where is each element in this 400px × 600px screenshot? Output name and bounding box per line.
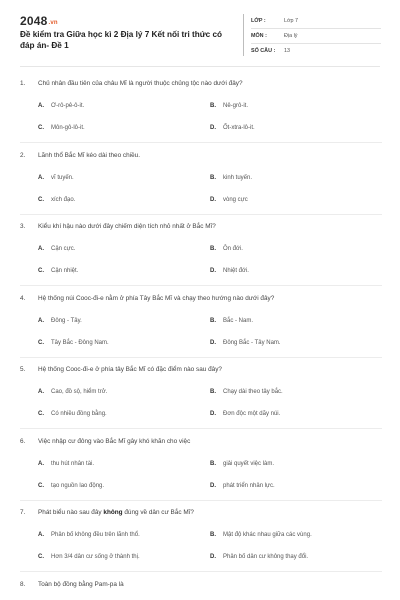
meta-subject-value: Địa lý: [284, 33, 298, 39]
option-grid: [38, 460, 382, 491]
option-letter: A.: [38, 532, 44, 538]
option-letter: D.: [210, 268, 216, 274]
question-divider: [20, 357, 382, 358]
option-text: vòng cực: [223, 196, 248, 203]
option-grid: [38, 102, 382, 133]
option-letter: B.: [210, 317, 216, 324]
option-d[interactable]: [210, 124, 382, 133]
option-letter: D.: [210, 339, 216, 346]
logo-text: 2048: [20, 14, 48, 28]
option-text: Phân bố dân cư không thay đổi.: [223, 554, 309, 560]
question-4: [20, 294, 382, 366]
option-text: thu hút nhân tài.: [51, 460, 95, 467]
option-letter: D.: [210, 554, 216, 560]
option-letter: C.: [38, 411, 44, 417]
option-letter: D.: [210, 125, 216, 131]
option-text: Đơn độc một dãy núi.: [223, 411, 281, 417]
meta-class-value: Lớp 7: [284, 18, 299, 24]
option-letter: D.: [210, 196, 216, 203]
header-rule: [20, 66, 380, 67]
option-letter: B.: [210, 460, 216, 467]
option-text: phát triển nhân lực.: [223, 482, 275, 489]
question-number: 4.: [20, 294, 26, 302]
question-1: [20, 79, 382, 151]
option-d[interactable]: [210, 410, 382, 419]
option-a[interactable]: [38, 245, 210, 254]
option-d[interactable]: [210, 196, 382, 205]
question-divider: [20, 428, 382, 429]
question-text: Việc nhập cư đông vào Bắc Mĩ gây khó khăn cho việc: [38, 437, 191, 445]
question-text-part: đúng về dân cư Bắc Mĩ?: [122, 509, 194, 516]
option-grid: [38, 245, 382, 276]
option-letter: B.: [210, 389, 216, 395]
option-text: Mật độ khác nhau giữa các vùng.: [223, 532, 312, 538]
question-text: Lãnh thổ Bắc Mĩ kéo dài theo chiều.: [38, 151, 140, 159]
option-letter: B.: [210, 532, 216, 538]
option-c[interactable]: [38, 553, 210, 562]
exam-meta: [251, 14, 381, 58]
question-list: [20, 79, 382, 600]
option-letter: D.: [210, 482, 216, 489]
option-letter: B.: [210, 246, 216, 252]
option-letter: C.: [38, 339, 44, 346]
site-logo[interactable]: [20, 14, 58, 28]
option-a[interactable]: [38, 531, 210, 540]
option-text: Môn-gô-lô-it.: [51, 125, 85, 131]
option-d[interactable]: [210, 553, 382, 562]
question-divider: [20, 500, 382, 501]
option-text: Có nhiều đồng bằng.: [51, 411, 107, 417]
question-3: [20, 222, 382, 294]
logo-suffix: .vn: [48, 20, 58, 26]
question-text: Kiểu khí hậu nào dưới đây chiếm diện tích nhỏ nhất ở Bắc Mĩ?: [38, 223, 216, 230]
question-text: [38, 508, 194, 518]
question-divider: [20, 142, 382, 143]
question-8: [20, 580, 382, 600]
option-text: Đông Bắc - Tây Nam.: [223, 339, 281, 346]
option-letter: A.: [38, 460, 44, 467]
option-text: Ốt-xtra-lô-it.: [223, 125, 255, 131]
meta-subject-row: [251, 29, 381, 44]
option-a[interactable]: [38, 317, 210, 326]
option-letter: C.: [38, 554, 44, 560]
option-text: kinh tuyến.: [223, 174, 253, 181]
option-letter: C.: [38, 268, 44, 274]
meta-class-row: [251, 14, 381, 29]
option-text: Ôn đới.: [223, 246, 243, 252]
option-text: Nhiệt đới.: [223, 268, 249, 274]
question-7: [20, 508, 382, 580]
option-b[interactable]: [210, 531, 382, 540]
question-divider: [20, 214, 382, 215]
option-text: Cận cực.: [51, 246, 76, 252]
option-a[interactable]: [38, 174, 210, 183]
option-text: Hơn 3/4 dân cư sống ở thành thị.: [51, 554, 140, 560]
question-2: [20, 151, 382, 223]
question-number: 8.: [20, 580, 26, 588]
option-text: Nê-grô-it.: [223, 103, 249, 109]
question-text: Hệ thống núi Cooc-đi-e nằm ở phía Tây Bắc Mĩ và chạy theo hướng nào dưới đây?: [38, 294, 275, 302]
option-b[interactable]: [210, 388, 382, 397]
option-a[interactable]: [38, 388, 210, 397]
question-number: 3.: [20, 223, 26, 230]
option-b[interactable]: [210, 174, 382, 183]
option-a[interactable]: [38, 460, 210, 469]
option-grid: [38, 174, 382, 205]
meta-class-label: LỚP :: [251, 18, 266, 24]
option-text: xích đạo.: [51, 196, 76, 203]
question-text-part: Phát biểu nào sau đây: [38, 509, 104, 516]
option-grid: [38, 317, 382, 348]
question-divider: [20, 285, 382, 286]
option-letter: A.: [38, 246, 44, 252]
question-text: Hệ thống Cooc-đi-e ở phía tây Bắc Mĩ có đặc điểm nào sau đây?: [38, 366, 222, 373]
question-6: [20, 437, 382, 509]
option-text: Bắc - Nam.: [223, 317, 254, 324]
option-text: Ơ-rô-pê-ô-it.: [51, 103, 85, 109]
option-c[interactable]: [38, 410, 210, 419]
option-grid: [38, 388, 382, 419]
option-d[interactable]: [210, 267, 382, 276]
option-d[interactable]: [210, 339, 382, 348]
option-a[interactable]: [38, 102, 210, 111]
option-text: Tây Bắc - Đông Nam.: [51, 339, 109, 346]
meta-count-row: [251, 44, 381, 58]
option-b[interactable]: [210, 317, 382, 326]
question-5: [20, 365, 382, 437]
option-text: tạo nguồn lao động.: [51, 482, 105, 489]
option-text: Cao, đồ sộ, hiểm trở.: [51, 389, 108, 395]
option-b[interactable]: [210, 460, 382, 469]
option-letter: A.: [38, 317, 44, 324]
meta-subject-label: MÔN :: [251, 33, 267, 39]
option-letter: B.: [210, 103, 216, 109]
option-grid: [38, 531, 382, 562]
option-letter: A.: [38, 103, 44, 109]
option-letter: C.: [38, 125, 44, 131]
question-number: 7.: [20, 509, 26, 516]
option-c[interactable]: [38, 339, 210, 348]
header-divider: [243, 14, 244, 56]
option-letter: D.: [210, 411, 216, 417]
question-number: 6.: [20, 437, 26, 445]
meta-count-value: 13: [284, 48, 290, 54]
question-number: 1.: [20, 80, 26, 87]
option-c[interactable]: [38, 124, 210, 133]
option-c[interactable]: [38, 196, 210, 205]
option-c[interactable]: [38, 482, 210, 491]
question-text: Chủ nhân đầu tiên của châu Mĩ là người thuộc chủng tộc nào dưới đây?: [38, 80, 243, 87]
header: [0, 0, 400, 66]
option-text: Chạy dài theo tây bắc.: [223, 389, 283, 395]
question-divider: [20, 571, 382, 572]
meta-count-label: SỐ CÂU :: [251, 48, 276, 54]
option-text: Cận nhiệt.: [51, 268, 79, 274]
option-text: Đông - Tây.: [51, 317, 82, 324]
option-b[interactable]: [210, 102, 382, 111]
option-b[interactable]: [210, 245, 382, 254]
option-letter: B.: [210, 174, 216, 181]
document-title: Đề kiểm tra Giữa học kì 2 Địa lý 7 Kết nối tri thức có đáp án- Đề 1: [20, 30, 223, 50]
question-number: 5.: [20, 366, 26, 373]
option-letter: A.: [38, 174, 44, 181]
option-c[interactable]: [38, 267, 210, 276]
option-text: Phân bố không đều trên lãnh thổ.: [51, 532, 140, 538]
question-text: Toàn bộ đồng bằng Pam-pa là: [38, 580, 124, 588]
question-text-emphasis: không: [103, 509, 123, 516]
option-letter: A.: [38, 389, 44, 395]
option-text: giải quyết việc làm.: [223, 460, 275, 467]
option-letter: C.: [38, 196, 44, 203]
option-text: vĩ tuyến.: [51, 174, 74, 181]
question-number: 2.: [20, 151, 26, 159]
option-d[interactable]: [210, 482, 382, 491]
option-letter: C.: [38, 482, 44, 489]
